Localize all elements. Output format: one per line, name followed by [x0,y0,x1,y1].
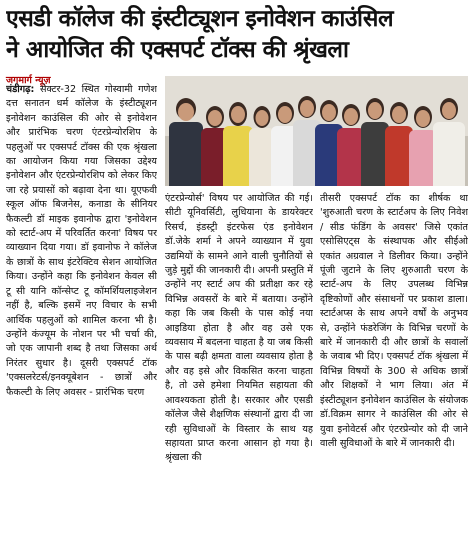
article-column-3 [320,192,468,538]
dateline: चंडीगढ़: [6,84,35,95]
headline-line-2: ने आयोजित की एक्सपर्ट टॉक्स की श्रृंखला [6,37,349,63]
column-3-text: तीसरी एक्सपर्ट टॉक का शीर्षक था 'शुरुआती चरण के स्टार्टअप के लिए निवेश / सीड फंडिंग के अवसर' जिसे एकांत एसोसिएट्स के संस्थापक और सीईओ एकांत अग्रवाल ने डिलीवर किया। उन्होंने पूंजी जुटाने के लिए शुरुआती चरण के स्टार्ट-अप के लिए उपलब्ध विभिन्न दृष्टिकोणों और संसाधनों पर प्रकाश डाला। स्टार्टअप्स के साथ अपने वर्षों के अनुभव से, उन्होंने फंडरेजिंग के विभिन्न चरणों के बारे में जानकारी दी और छात्रों के सवालों के जवाब भी दिए। एक्सपर्ट टॉक श्रृंखला में विभिन्न विषयों के 300 से अधिक छात्रों और शिक्षकों ने भाग लिया। अंत में इंस्टीट्यूशन इनोवेशन काउंसिल के संयोजक डॉ.विक्रम सागर ने काउंसिल की ओर से युवा इनोवेटर्स और एंटरप्रेन्योर को दी जाने वाली सुविधाओं के बारे में जानकारी दी। [320,193,468,449]
article-column-1 [6,83,157,538]
headline-line-1: एसडी कॉलेज की इंस्टीट्यूशन इनोवेशन काउंसिल [6,6,394,32]
column-2-text: एंटरप्रेन्योर्स' विषय पर आयोजित की गई। सीटी यूनिवर्सिटी, लुधियाना के डायरेक्टर रिसर्च, इंडस्ट्री इंटरफेस एंड इनोवेशन डॉ.जेके शर्मा ने अपने व्याख्यान में युवा उद्यमियों के सामने आने वाली चुनौतियों से जुड़े मुद्दों की जानकारी दी। अपनी प्रस्तुति में उन्होंने नए स्टार्ट अप की प्रतीक्षा कर रहे विभिन्न अवसरों के बारे में बताया। उन्होंने कहा कि जब किसी के पास कोई नया आइडिया होता है और वह उसे एक व्यवसाय में बदलना चाहता है या जब किसी के पास बढ़ी क्षमता वाला व्यवसाय होता है और वह इसे और विकसित करना चाहता है, तो उसे हमेशा नियमित सहायता की आवश्यकता होती है। सरकार और एसडी कॉलेज जैसे शैक्षणिक संस्थानों द्वारा दी जा रही सुविधाओं के विस्तार के साथ यह सहायता प्राप्त करना आसान हो गया है। श्रृंखला की [165,193,313,464]
article-column-2 [165,192,313,538]
column-1-text: सेक्टर-32 स्थित गोस्वामी गणेश दत्त सनातन धर्म कॉलेज के इंस्टीट्यूशन इनोवेशन काउंसिल की ओर से इनोवेशन और प्रारंभिक चरण एंटरप्रेन्योरशिप के पहलुओं पर एक्सपर्ट टॉक्स की एक श्रृंखला का आयोजन किया गया जिसका उद्देश्य इनोवेशन और एंटरप्रेन्योरशिप को लेकर किए जा रहे प्रयासों को बढ़ावा देना था। यूएफवी स्कूल ऑफ बिजनेस, कनाडा के सीनियर फैकल्टी डॉ माइक इवानोफ द्वारा 'इनोवेशन को स्टार्ट-अप में परिवर्तित करना' विषय पर व्याख्यान दिया गया। डॉ इवानोफ ने कॉलेज के छात्रों के साथ इंटरेक्टिव सेशन आयोजित किया। उन्होंने कहा कि इनोवेशन केवल सी टू सी यानि कॉन्सेप्ट टू कॉमर्शियलाइजेशन नहीं है, बल्कि इसमें नए विचार के सभी आर्थिक पहलुओं को शामिल करना भी है। उन्होंने कंज्यूम के नोशन पर भी चर्चा की, जो एक जापानी शब्द है तथा जिसका अर्थ निरंतर सुधार है। दूसरी एक्सपर्ट टॉक 'एक्सलरेटर्स/इनक्यूबेशन - छात्रों और फैकल्टी के लिए अवसर - प्रारंभिक चरण [6,84,157,398]
event-photo [165,76,468,186]
bureau-credit: जगमार्ग न्यूज़ [6,75,51,86]
article-headline [6,4,466,66]
